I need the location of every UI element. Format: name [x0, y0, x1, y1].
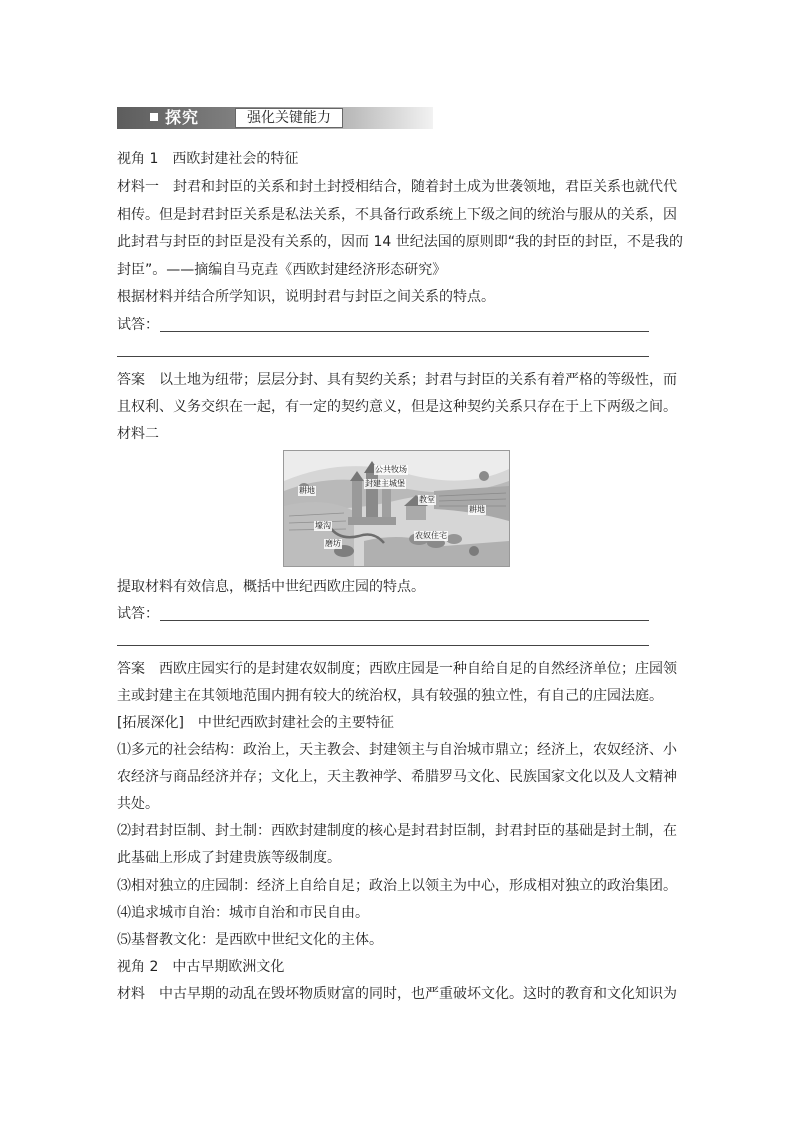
- section-banner: [117, 107, 433, 132]
- extension5: ⑸基督教文化：是西欧中世纪文化的主体。: [117, 932, 383, 948]
- question1: 根据材料并结合所学知识，说明封君与封臣之间关系的特点。: [117, 289, 495, 305]
- label-serf-houses: 农奴住宅: [415, 531, 447, 540]
- question2: 提取材料有效信息，概括中世纪西欧庄园的特点。: [117, 579, 425, 595]
- answer-blank-1a[interactable]: [160, 331, 649, 332]
- extension2-line2: 此基础上形成了封建贵族等级制度。: [117, 850, 341, 866]
- material1-line1: 材料一 封君和封臣的关系和封土封授相结合，随着封土成为世袭领地，君臣关系也就代代: [117, 179, 677, 195]
- extension4: ⑷追求城市自治：城市自治和市民自由。: [117, 905, 369, 921]
- extension-title: [拓展深化] 中世纪西欧封建社会的主要特征: [117, 715, 394, 731]
- label-ditch: 壕沟: [315, 521, 331, 530]
- extension1-line2: 农经济与商品经济并存；文化上，天主教神学、希腊罗马文化、民族国家文化以及人文精神: [117, 769, 677, 785]
- answer-blank-2a[interactable]: [160, 620, 649, 621]
- label-church: 教堂: [419, 495, 435, 504]
- answer-label-1: 试答：: [117, 317, 159, 333]
- label-castle: 封建主城堡: [365, 479, 405, 488]
- answer2-line2: 主或封建主在其领地范围内拥有较大的统治权，具有较强的独立性，有自己的庄园法庭。: [117, 688, 663, 704]
- extension3: ⑶相对独立的庄园制：经济上自给自足；政治上以领主为中心，形成相对独立的政治集团。: [117, 878, 677, 894]
- material1-line2: 相传。但是封君封臣关系是私法关系，不具备行政系统上下级之间的统治与服从的关系，因: [117, 207, 677, 223]
- extension2-line1: ⑵封君封臣制、封土制：西欧封建制度的核心是封君封臣制，封君封臣的基础是封土制，在: [117, 823, 677, 839]
- material1-line3: 此封君与封臣的封臣是没有关系的，因而 14 世纪法国的原则即“我的封臣的封臣，不是我的: [117, 234, 683, 250]
- extension1-line1: ⑴多元的社会结构：政治上，天主教会、封建领主与自治城市鼎立；经济上，农奴经济、小: [117, 742, 677, 758]
- label-common-pasture: 公共牧场: [375, 465, 407, 474]
- manor-illustration: [283, 450, 510, 567]
- view1-title: 视角 1 西欧封建社会的特征: [117, 151, 299, 167]
- label-farmland-right: 耕地: [469, 505, 485, 514]
- material3-line1: 材料 中古早期的动乱在毁坏物质财富的同时，也严重破坏文化。这时的教育和文化知识为: [117, 986, 677, 1002]
- label-mill: 磨坊: [325, 539, 341, 548]
- answer1-line1: 答案 以土地为纽带；层层分封、具有契约关系；封君与封臣的关系有着严格的等级性，而: [117, 372, 677, 388]
- answer1-line2: 且权利、义务交织在一起，有一定的契约意义，但是这种契约关系只存在于上下两级之间。: [117, 399, 677, 415]
- answer-label-2: 试答：: [117, 606, 159, 622]
- answer-blank-2b[interactable]: [117, 645, 649, 646]
- banner-tag: 探究: [165, 108, 200, 127]
- material1-line4: 封臣”。——摘编自马克垚《西欧封建经济形态研究》: [117, 262, 447, 278]
- material2-title: 材料二: [117, 426, 159, 442]
- label-farmland-left: 耕地: [299, 486, 315, 495]
- answer-blank-1b[interactable]: [117, 356, 649, 357]
- answer2-line1: 答案 西欧庄园实行的是封建农奴制度；西欧庄园是一种自给自足的自然经济单位；庄园领: [117, 661, 677, 677]
- view2-title: 视角 2 中古早期欧洲文化: [117, 959, 285, 975]
- extension1-line3: 共处。: [117, 796, 159, 812]
- square-bullet-icon: [150, 113, 158, 121]
- banner-subtitle: 强化关键能力: [235, 108, 343, 128]
